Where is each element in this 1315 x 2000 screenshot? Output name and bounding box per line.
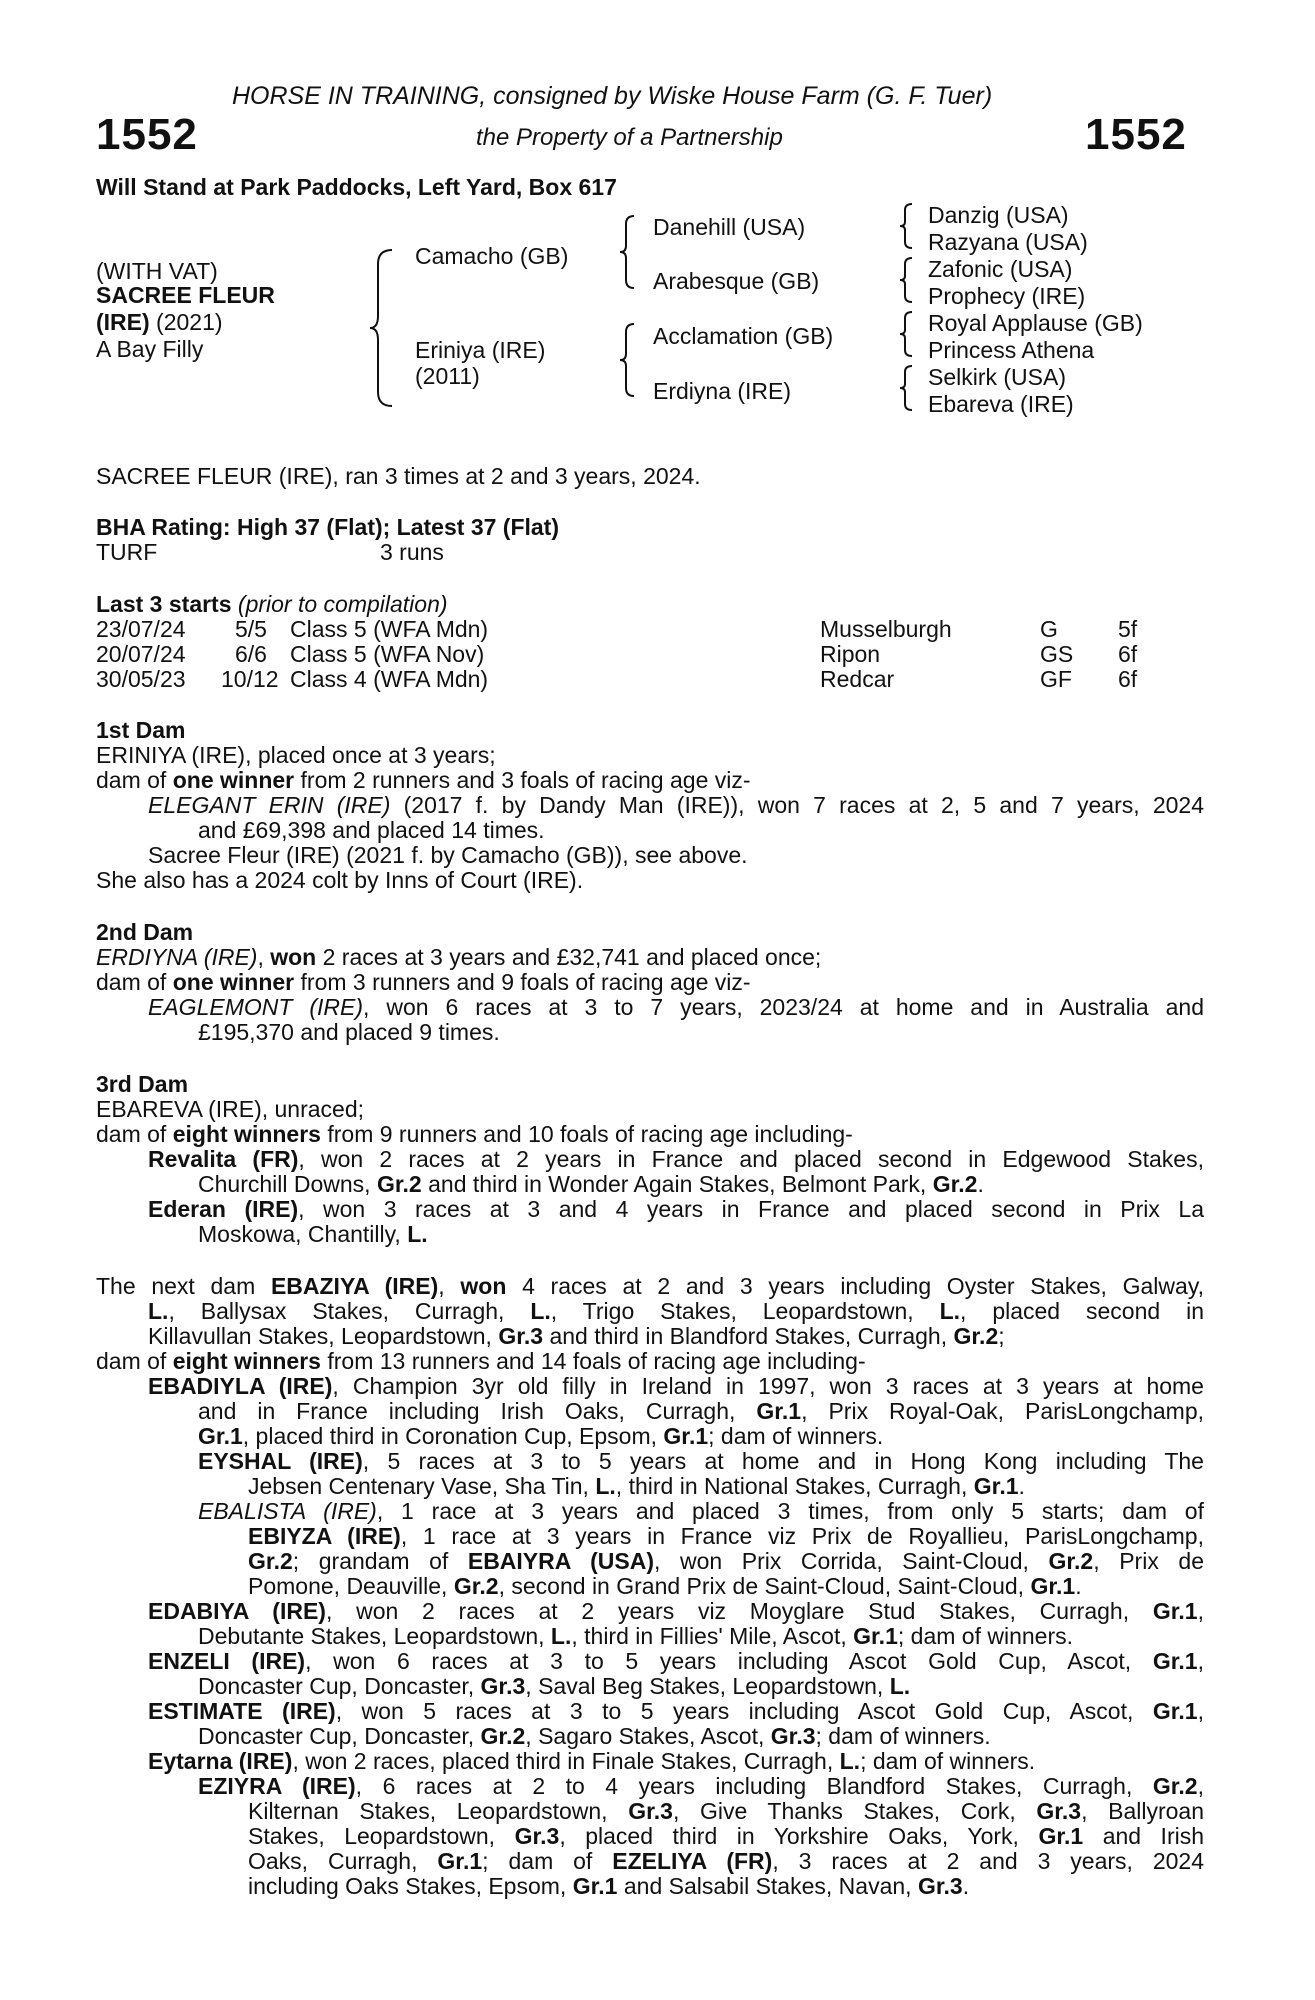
text-run: from 2 runners and 3 foals of racing age viz- [294, 767, 751, 793]
first-dam-heading: 1st Dam [96, 717, 186, 743]
text-run: , third in National Stakes, Curragh, [615, 1473, 974, 1499]
lot-number-left: 1552 [96, 110, 198, 159]
horse-name-line2 [96, 309, 223, 336]
text-run: eight winners [172, 1348, 321, 1374]
race-summary: SACREE FLEUR (IRE), ran 3 times at 2 and 3 years, 2024. [96, 463, 701, 489]
text-run: one winner [172, 767, 295, 793]
horse-name: SACREE FLEUR [96, 282, 275, 308]
bha-rating: BHA Rating: High 37 (Flat); Latest 37 (Flat) [96, 514, 559, 540]
start-date: 30/05/23 [96, 666, 186, 692]
horse-year: (2021) [149, 309, 223, 335]
text-run: EBIYZA (IRE) [248, 1523, 401, 1549]
progeny-eziyra-cont1 [248, 1799, 1204, 1825]
progeny-estimate-cont [198, 1724, 991, 1750]
text-run: , 6 races at 2 to 4 years including Blandford Stakes, Curragh, [355, 1773, 1153, 1799]
location-line: Will Stand at Park Paddocks, Left Yard, Box 617 [96, 174, 617, 200]
pedigree-brace-g3c [898, 310, 918, 358]
text-run: Gr.3 [514, 1823, 560, 1849]
next-dam-line1 [96, 1274, 1204, 1300]
progeny-ebadiyla-cont1 [198, 1399, 1204, 1425]
progeny-eyshal [198, 1449, 1204, 1475]
text-run: Gr.1 [198, 1423, 243, 1449]
start-going: GS [1040, 641, 1074, 667]
progeny-sacree-fleur: Sacree Fleur (IRE) (2021 f. by Camacho (GB)), see above. [148, 842, 748, 868]
start-position: 10/12 [221, 666, 279, 692]
text-run: Gr.1 [1030, 1573, 1076, 1599]
progeny-ebadiyla-cont2 [198, 1424, 883, 1450]
text-run: Gr.1 [437, 1848, 483, 1874]
text-run: EDABIYA (IRE) [148, 1598, 326, 1624]
text-run: ERDIYNA (IRE) [96, 944, 258, 970]
text-run: , second in Grand Prix de Saint-Cloud, Saint-Cloud, [498, 1573, 1031, 1599]
pedigree-brace-dam [618, 322, 640, 398]
text-run: The next dam [96, 1273, 271, 1299]
progeny-eziyra-cont4 [248, 1874, 969, 1900]
start-going: GF [1040, 666, 1072, 692]
surface-runs: 3 runs [380, 539, 444, 565]
progeny-eziyra-cont2 [248, 1824, 1204, 1850]
text-run: Ederan (IRE) [148, 1196, 299, 1222]
catalogue-heading: HORSE IN TRAINING, consigned by Wiske House Farm (G. F. Tuer) [232, 82, 993, 110]
text-run: from 13 runners and 14 foals of racing age including- [320, 1348, 866, 1374]
text-run: 2 races at 3 years and £32,741 and placed once; [316, 944, 822, 970]
second-dam-heading: 2nd Dam [96, 919, 194, 945]
text-run: 4 races at 2 and 3 years including Oyster Stakes, Galway, [506, 1273, 1204, 1299]
sire-dam-sire: Zafonic (USA) [928, 256, 1073, 282]
progeny-eaglemont [148, 995, 1204, 1021]
text-run: L. [148, 1298, 169, 1324]
text-run: , won 2 races at 2 years viz Moyglare Stud Stakes, Curragh, [325, 1598, 1153, 1624]
horse-description: A Bay Filly [96, 336, 204, 362]
start-distance: 6f [1118, 666, 1138, 692]
text-run: , Saval Beg Stakes, Leopardstown, [525, 1673, 890, 1699]
pedigree-brace-main [370, 248, 400, 408]
sire-name: Camacho (GB) [415, 243, 569, 269]
progeny-estimate [148, 1699, 1204, 1725]
text-run: , 3 races at 2 and 3 years, 2024 [772, 1848, 1205, 1874]
text-run: EBALISTA (IRE) [198, 1498, 377, 1524]
text-run: Gr.1 [1152, 1698, 1198, 1724]
text-run: from 3 runners and 9 foals of racing age viz- [294, 969, 751, 995]
dam-dam-sire: Selkirk (USA) [928, 364, 1067, 390]
progeny-eaglemont-cont: £195,370 and placed 9 times. [198, 1019, 500, 1045]
text-run: Eytarna (IRE) [148, 1748, 293, 1774]
text-run: , won 5 races at 3 to 5 years including Ascot Gold Cup, Ascot, [335, 1698, 1153, 1724]
text-run: , Champion 3yr old filly in Ireland in 1997, won 3 races at 3 years at home [332, 1373, 1204, 1399]
text-run: Killavullan Stakes, Leopardstown, [148, 1323, 499, 1349]
text-run: L. [530, 1298, 551, 1324]
progeny-enzeli [148, 1649, 1204, 1675]
text-run: EZELIYA (FR) [612, 1848, 773, 1874]
text-run: L. [595, 1473, 616, 1499]
sire-dam: Arabesque (GB) [653, 268, 820, 294]
text-run: Moskowa, Chantilly, [198, 1221, 408, 1247]
second-dam-line [96, 945, 821, 971]
dam-sire-sire: Royal Applause (GB) [928, 310, 1143, 336]
text-run: , 1 race at 3 years in France viz Prix de Royallieu, ParisLongchamp, [400, 1523, 1204, 1549]
text-run: dam of [96, 1348, 173, 1374]
text-run: and third in Wonder Again Stakes, Belmont Park, [421, 1171, 933, 1197]
text-run: Churchill Downs, [198, 1171, 377, 1197]
dam-dam: Erdiyna (IRE) [653, 378, 792, 404]
text-run: , [1197, 1698, 1204, 1724]
text-run: Gr.3 [480, 1673, 526, 1699]
text-run: Debutante Stakes, Leopardstown, [198, 1623, 551, 1649]
start-position: 5/5 [235, 616, 267, 642]
text-run: ; dam of winners. [815, 1723, 991, 1749]
dam-name: Eriniya (IRE) [415, 337, 546, 363]
progeny-eziyra-cont3 [248, 1849, 1204, 1875]
text-run: Kilternan Stakes, Leopardstown, [248, 1798, 629, 1824]
text-run: , Trigo Stakes, Leopardstown, [550, 1298, 940, 1324]
text-run: , [1197, 1773, 1204, 1799]
pedigree-brace-g3a [898, 202, 918, 250]
text-run: , won 2 races, placed third in Finale Stakes, Curragh, [292, 1748, 840, 1774]
progeny-ederan [148, 1197, 1204, 1223]
vat-label: (WITH VAT) [96, 258, 218, 284]
text-run: dam of [96, 767, 173, 793]
text-run: , won 6 races at 3 to 7 years, 2023/24 at home and in Australia and [363, 994, 1204, 1020]
text-run: Gr.1 [853, 1623, 898, 1649]
text-run: Gr.1 [1038, 1823, 1084, 1849]
progeny-ebadiyla [148, 1374, 1204, 1400]
text-run: Gr.3 [498, 1323, 544, 1349]
progeny-ebiyza-cont2 [248, 1574, 1082, 1600]
start-going: G [1040, 616, 1058, 642]
text-run: Gr.1 [973, 1473, 1019, 1499]
start-position: 6/6 [235, 641, 267, 667]
text-run: Gr.1 [1152, 1648, 1198, 1674]
text-run: L. [839, 1748, 861, 1774]
text-run: , 1 race at 3 years and placed 3 times, from only 5 starts; dam of [376, 1498, 1204, 1524]
sire-sire: Danehill (USA) [653, 214, 806, 240]
text-run: and Salsabil Stakes, Navan, [617, 1873, 918, 1899]
text-run: Gr.1 [756, 1398, 802, 1424]
text-run: ; grandam of [292, 1548, 468, 1574]
pedigree-brace-g3b [898, 256, 918, 304]
text-run: Gr.1 [663, 1423, 709, 1449]
sire-sire-dam: Razyana (USA) [928, 229, 1088, 255]
horse-origin: (IRE) [96, 309, 150, 335]
progeny-ebiyza [248, 1524, 1204, 1550]
text-run: ENZELI (IRE) [148, 1648, 306, 1674]
progeny-eytarna [148, 1749, 1035, 1775]
text-run: ; [998, 1323, 1005, 1349]
property-line: the Property of a Partnership [476, 124, 783, 151]
text-run: ; dam of winners. [897, 1623, 1074, 1649]
text-run: from 9 runners and 10 foals of racing age including- [320, 1121, 853, 1147]
text-run: Gr.2 [953, 1323, 999, 1349]
text-run: and Irish [1083, 1823, 1205, 1849]
text-run: L. [550, 1623, 572, 1649]
text-run: L. [407, 1221, 428, 1247]
text-run: , [1197, 1648, 1204, 1674]
dam-dam-dam: Ebareva (IRE) [928, 391, 1074, 417]
text-run: , placed third in Coronation Cup, Epsom, [242, 1423, 664, 1449]
text-run: Doncaster Cup, Doncaster, [198, 1723, 481, 1749]
text-run: Gr.2 [453, 1573, 499, 1599]
text-run: EBADIYLA (IRE) [148, 1373, 333, 1399]
dam-year: (2011) [415, 363, 480, 389]
text-run: Gr.3 [1036, 1798, 1082, 1824]
next-dam-produce-line [96, 1349, 866, 1375]
start-course: Ripon [820, 641, 881, 667]
text-run: Gr.2 [248, 1548, 293, 1574]
text-run: Gr.2 [376, 1171, 422, 1197]
text-run: Revalita (FR) [148, 1146, 299, 1172]
progeny-edabiya [148, 1599, 1204, 1625]
start-course: Redcar [820, 666, 895, 692]
text-run: won [270, 944, 317, 970]
progeny-edabiya-cont [198, 1624, 1073, 1650]
text-run: won [460, 1273, 507, 1299]
dam-sire: Acclamation (GB) [653, 323, 834, 349]
text-run: ; dam of winners. [708, 1423, 884, 1449]
text-run: , Ballyroan [1081, 1798, 1204, 1824]
text-run: , third in Fillies' Mile, Ascot, [571, 1623, 854, 1649]
start-date: 20/07/24 [96, 641, 186, 667]
text-run: including Oaks Stakes, Epsom, [248, 1873, 573, 1899]
start-date: 23/07/24 [96, 616, 186, 642]
text-run: Doncaster Cup, Doncaster, [198, 1673, 481, 1699]
text-run: , won 6 races at 3 to 5 years including Ascot Gold Cup, Ascot, [305, 1648, 1153, 1674]
sire-sire-sire: Danzig (USA) [928, 202, 1069, 228]
last-starts-heading [96, 592, 448, 618]
progeny-eziyra [198, 1774, 1204, 1800]
text-run: , Prix Royal-Oak, ParisLongchamp, [801, 1398, 1204, 1424]
text-run: , Give Thanks Stakes, Cork, [672, 1798, 1037, 1824]
pedigree-brace-g3d [898, 364, 918, 412]
text-run: . [1075, 1573, 1082, 1599]
text-run: L. [889, 1673, 911, 1699]
third-dam-line: EBAREVA (IRE), unraced; [96, 1096, 365, 1122]
text-run: Gr.3 [770, 1723, 816, 1749]
text-run: Oaks, Curragh, [248, 1848, 438, 1874]
surface-label: TURF [96, 539, 158, 565]
lot-number-right: 1552 [1085, 110, 1187, 159]
text-run: . [962, 1873, 970, 1899]
last-starts-title: Last 3 starts [96, 591, 232, 617]
text-run: , Prix de [1093, 1548, 1204, 1574]
start-distance: 6f [1118, 641, 1138, 667]
text-run: , Sagaro Stakes, Ascot, [525, 1723, 771, 1749]
text-run: Gr.2 [1048, 1548, 1094, 1574]
text-run: and in France including Irish Oaks, Curragh, [198, 1398, 757, 1424]
text-run: (2017 f. by Dandy Man (IRE)), won 7 races at 2, 5 and 7 years, 2024 [390, 792, 1204, 818]
progeny-elegant-erin [148, 793, 1204, 819]
start-race: Class 5 (WFA Nov) [290, 641, 485, 667]
text-run: , [257, 944, 271, 970]
text-run: Gr.3 [917, 1873, 963, 1899]
third-dam-produce-line [96, 1122, 853, 1148]
text-run: . [977, 1171, 984, 1197]
text-run: L. [939, 1298, 961, 1324]
progeny-eyshal-cont [248, 1474, 1025, 1500]
text-run: one winner [172, 969, 295, 995]
last-starts-note: (prior to compilation) [231, 591, 448, 617]
text-run: Gr.3 [628, 1798, 673, 1824]
text-run: and third in Blandford Stakes, Curragh, [543, 1323, 954, 1349]
text-run: Stakes, Leopardstown, [248, 1823, 515, 1849]
progeny-revalita-cont [198, 1172, 984, 1198]
text-run: EZIYRA (IRE) [198, 1773, 356, 1799]
text-run: EBAZIYA (IRE) [270, 1273, 439, 1299]
progeny-revalita [148, 1147, 1204, 1173]
text-run: EBAIYRA (USA) [467, 1548, 654, 1574]
text-run: Pomone, Deauville, [248, 1573, 454, 1599]
text-run: ; dam of [482, 1848, 613, 1874]
text-run: dam of [96, 969, 173, 995]
second-dam-produce-line [96, 970, 751, 996]
text-run: , Ballysax Stakes, Curragh, [168, 1298, 531, 1324]
sire-dam-dam: Prophecy (IRE) [928, 283, 1086, 309]
text-run: , [1197, 1598, 1204, 1624]
text-run: Jebsen Centenary Vase, Sha Tin, [248, 1473, 596, 1499]
text-run: , won 2 races at 2 years in France and placed second in Edgewood Stakes, [298, 1146, 1204, 1172]
text-run: , placed second in [960, 1298, 1204, 1324]
text-run: , won 3 races at 3 and 4 years in France and placed second in Prix La [298, 1196, 1204, 1222]
progeny-ebalista [198, 1499, 1204, 1525]
progeny-ederan-cont [198, 1222, 428, 1248]
next-dam-line3 [148, 1324, 1005, 1350]
text-run: Gr.1 [1152, 1598, 1198, 1624]
text-run: ; dam of winners. [860, 1748, 1036, 1774]
start-race: Class 5 (WFA Mdn) [290, 616, 489, 642]
first-dam-produce-line [96, 768, 751, 794]
text-run: EAGLEMONT (IRE) [148, 994, 364, 1020]
text-run: , 5 races at 3 to 5 years at home and in Hong Kong including The [362, 1448, 1204, 1474]
text-run: ESTIMATE (IRE) [148, 1698, 336, 1724]
text-run: dam of [96, 1121, 173, 1147]
text-run: ELEGANT ERIN (IRE) [148, 792, 391, 818]
progeny-enzeli-cont [198, 1674, 910, 1700]
text-run: , won Prix Corrida, Saint-Cloud, [653, 1548, 1049, 1574]
progeny-ebiyza-cont1 [248, 1549, 1204, 1575]
pedigree-brace-sire [618, 214, 640, 290]
text-run: , placed third in Yorkshire Oaks, York, [559, 1823, 1039, 1849]
text-run: , [438, 1273, 461, 1299]
dam-sire-dam: Princess Athena [928, 337, 1095, 363]
progeny-elegant-erin-cont: and £69,398 and placed 14 times. [198, 817, 545, 843]
start-race: Class 4 (WFA Mdn) [290, 666, 489, 692]
start-course: Musselburgh [820, 616, 952, 642]
text-run: eight winners [172, 1121, 321, 1147]
first-dam-foal-note: She also has a 2024 colt by Inns of Court (IRE). [96, 867, 584, 893]
text-run: . [1018, 1473, 1025, 1499]
start-distance: 5f [1118, 616, 1138, 642]
text-run: EYSHAL (IRE) [198, 1448, 363, 1474]
text-run: Gr.2 [932, 1171, 978, 1197]
text-run: Gr.2 [1152, 1773, 1198, 1799]
next-dam-line2 [148, 1299, 1204, 1325]
third-dam-heading: 3rd Dam [96, 1071, 189, 1097]
text-run: Gr.1 [572, 1873, 618, 1899]
text-run: Gr.2 [480, 1723, 526, 1749]
first-dam-line: ERINIYA (IRE), placed once at 3 years; [96, 742, 496, 768]
